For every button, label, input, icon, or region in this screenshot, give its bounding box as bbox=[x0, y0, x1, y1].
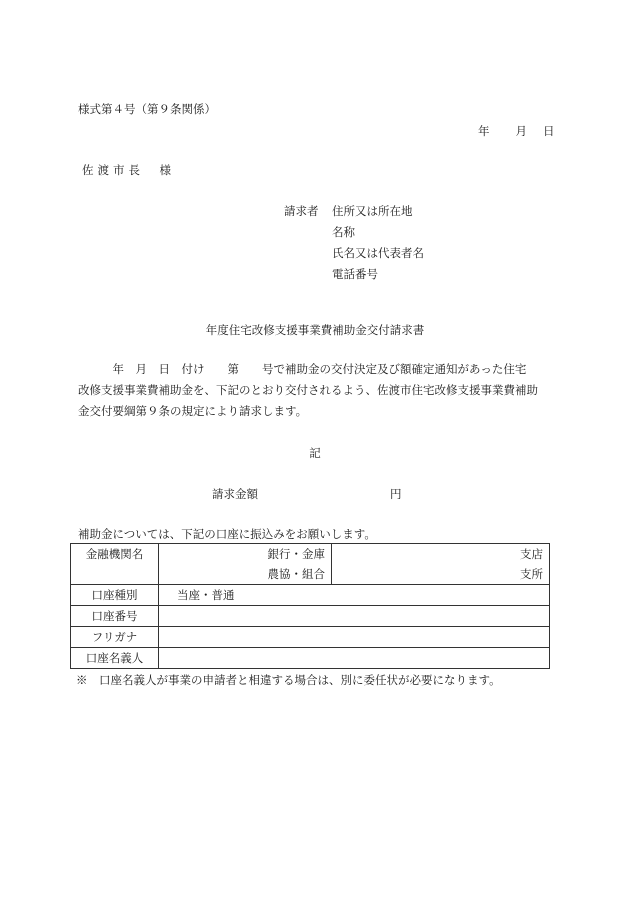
applicant-representative: 氏名又は代表者名 bbox=[332, 246, 424, 260]
body-text bbox=[78, 359, 554, 422]
footnote: ※ 口座名義人が事業の申請者と相違する場合は、別に委任状が必要になります。 bbox=[76, 673, 501, 687]
applicant-label: 請求者 bbox=[284, 204, 319, 218]
account-number-label: 口座番号 bbox=[71, 606, 159, 627]
branch-1: 支店 bbox=[332, 544, 550, 565]
body-line-2: 改修支援事業費補助金を、下記のとおり交付されるよう、佐渡市住宅改修支援事業費補助 bbox=[78, 383, 538, 397]
furigana-field[interactable] bbox=[159, 627, 550, 648]
applicant-fields bbox=[332, 204, 424, 288]
transfer-note: 補助金については、下記の口座に振込みをお願いします。 bbox=[78, 527, 376, 541]
date-month: 月 bbox=[515, 124, 527, 138]
account-number-field[interactable] bbox=[159, 606, 550, 627]
bank-account-table bbox=[70, 543, 550, 669]
body-line-3: 金交付要綱第９条の規定により請求します。 bbox=[78, 404, 308, 418]
branch-2: 支所 bbox=[332, 564, 550, 585]
document-title: 年度住宅改修支援事業費補助金交付請求書 bbox=[205, 323, 425, 337]
date-line bbox=[478, 124, 555, 138]
amount-label: 請求金額 bbox=[212, 487, 258, 501]
date-year: 年 bbox=[478, 124, 490, 138]
applicant-address: 住所又は所在地 bbox=[332, 204, 413, 218]
ki-heading: 記 bbox=[309, 446, 321, 460]
recipient: 佐渡市長 様 bbox=[82, 163, 175, 177]
amount-line bbox=[212, 487, 402, 501]
date-day: 日 bbox=[543, 124, 555, 138]
form-number: 様式第４号（第９条関係） bbox=[78, 102, 216, 116]
holder-label: 口座名義人 bbox=[71, 648, 159, 669]
bank-types-1: 銀行・金庫 bbox=[159, 544, 332, 565]
institution-label: 金融機関名 bbox=[71, 544, 159, 585]
amount-unit: 円 bbox=[390, 487, 402, 501]
body-line-1: 年 月 日 付け 第 号で補助金の交付決定及び額確定通知があった住宅 bbox=[78, 362, 527, 376]
applicant-name: 名称 bbox=[332, 225, 355, 239]
bank-types-2: 農協・組合 bbox=[159, 564, 332, 585]
holder-field[interactable] bbox=[159, 648, 550, 669]
furigana-label: フリガナ bbox=[71, 627, 159, 648]
applicant-phone: 電話番号 bbox=[332, 267, 378, 281]
account-type-value: 当座・普通 bbox=[159, 585, 550, 606]
account-type-label: 口座種別 bbox=[71, 585, 159, 606]
